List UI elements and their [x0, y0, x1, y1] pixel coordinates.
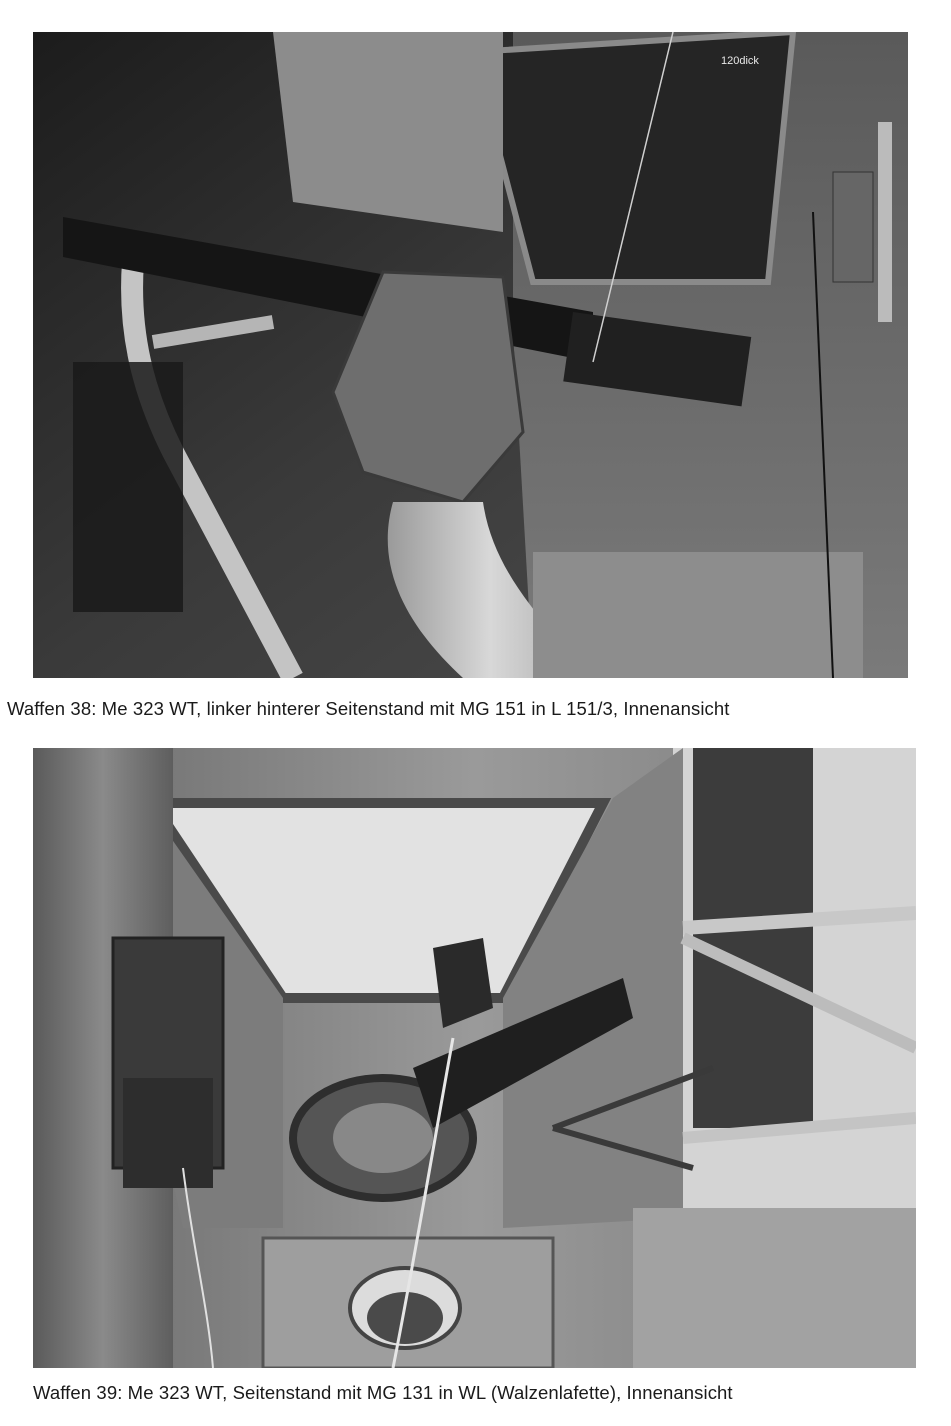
photo-marking: 120dick	[721, 55, 759, 67]
figure-38-photo	[33, 32, 908, 678]
turret-interior-photo	[33, 748, 916, 1368]
figure-39-caption: Waffen 39: Me 323 WT, Seitenstand mit MG 131 in WL (Walzenlafette), Innenansicht	[33, 1382, 733, 1403]
gun-mount-interior-photo	[33, 32, 908, 678]
figure-39-photo	[33, 748, 916, 1368]
figure-38-caption: Waffen 38: Me 323 WT, linker hinterer Seitenstand mit MG 151 in L 151/3, Innenansicht	[7, 698, 730, 719]
